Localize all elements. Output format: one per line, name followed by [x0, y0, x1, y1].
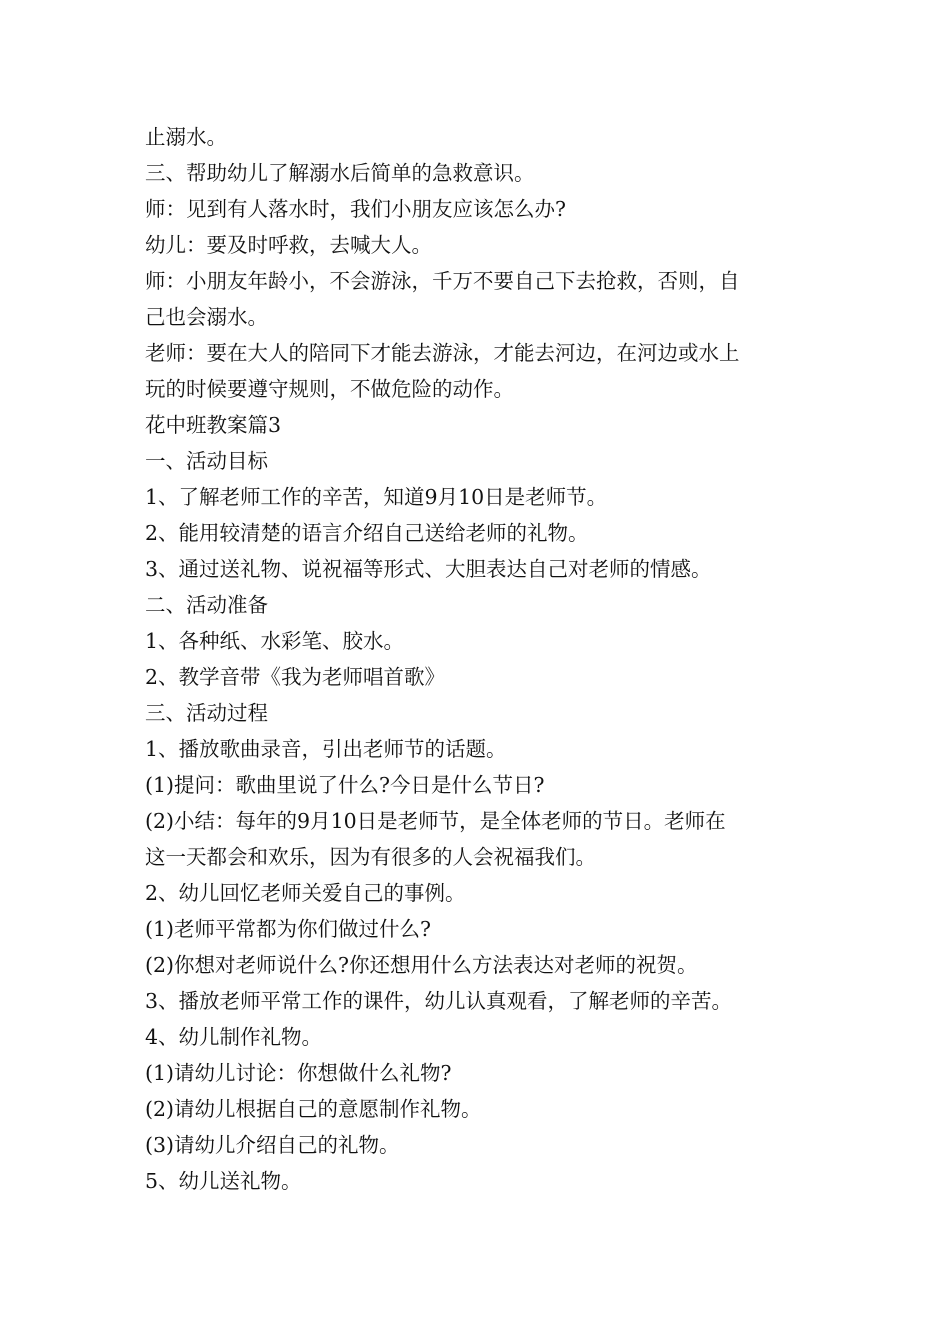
text-line: 幼儿：要及时呼救，去喊大人。 [145, 233, 432, 257]
list-item: 2、教学音带《我为老师唱首歌》 [145, 665, 446, 689]
document-body [145, 119, 810, 1199]
text-line: 止溺水。 [145, 125, 227, 149]
text-line: 师：见到有人落水时，我们小朋友应该怎么办? [145, 197, 566, 221]
sub-list-item: (3)请幼儿介绍自己的礼物。 [145, 1133, 400, 1157]
text-line: 师：小朋友年龄小，不会游泳，千万不要自己下去抢救，否则，自 [145, 269, 740, 293]
sub-list-item: (1)老师平常都为你们做过什么? [145, 917, 432, 941]
section-heading: 三、帮助幼儿了解溺水后简单的急救意识。 [145, 161, 535, 185]
section-heading: 三、活动过程 [145, 701, 268, 725]
text-line: 己也会溺水。 [145, 305, 268, 329]
list-item: 1、播放歌曲录音，引出老师节的话题。 [145, 737, 507, 761]
section-heading: 一、活动目标 [145, 449, 268, 473]
sub-list-item: (1)提问：歌曲里说了什么?今日是什么节日? [145, 773, 545, 797]
list-item: 4、幼儿制作礼物。 [145, 1025, 323, 1049]
text-line: 玩的时候要遵守规则，不做危险的动作。 [145, 377, 514, 401]
list-item: 1、各种纸、水彩笔、胶水。 [145, 629, 405, 653]
sub-list-item: (2)小结：每年的9月10日是老师节，是全体老师的节日。老师在 [145, 809, 726, 833]
list-item: 2、能用较清楚的语言介绍自己送给老师的礼物。 [145, 521, 589, 545]
list-item: 3、播放老师平常工作的课件，幼儿认真观看，了解老师的辛苦。 [145, 989, 733, 1013]
sub-list-item: (1)请幼儿讨论：你想做什么礼物? [145, 1061, 452, 1085]
section-heading: 二、活动准备 [145, 593, 268, 617]
text-line: 老师：要在大人的陪同下才能去游泳，才能去河边，在河边或水上 [145, 341, 740, 365]
text-line: 这一天都会和欢乐，因为有很多的人会祝福我们。 [145, 845, 596, 869]
list-item: 1、了解老师工作的辛苦，知道9月10日是老师节。 [145, 485, 608, 509]
list-item: 2、幼儿回忆老师关爱自己的事例。 [145, 881, 466, 905]
sub-list-item: (2)你想对老师说什么?你还想用什么方法表达对老师的祝贺。 [145, 953, 698, 977]
sub-list-item: (2)请幼儿根据自己的意愿制作礼物。 [145, 1097, 482, 1121]
list-item: 5、幼儿送礼物。 [145, 1169, 302, 1193]
list-item: 3、通过送礼物、说祝福等形式、大胆表达自己对老师的情感。 [145, 557, 712, 581]
lesson-title: 花中班教案篇3 [145, 413, 282, 437]
